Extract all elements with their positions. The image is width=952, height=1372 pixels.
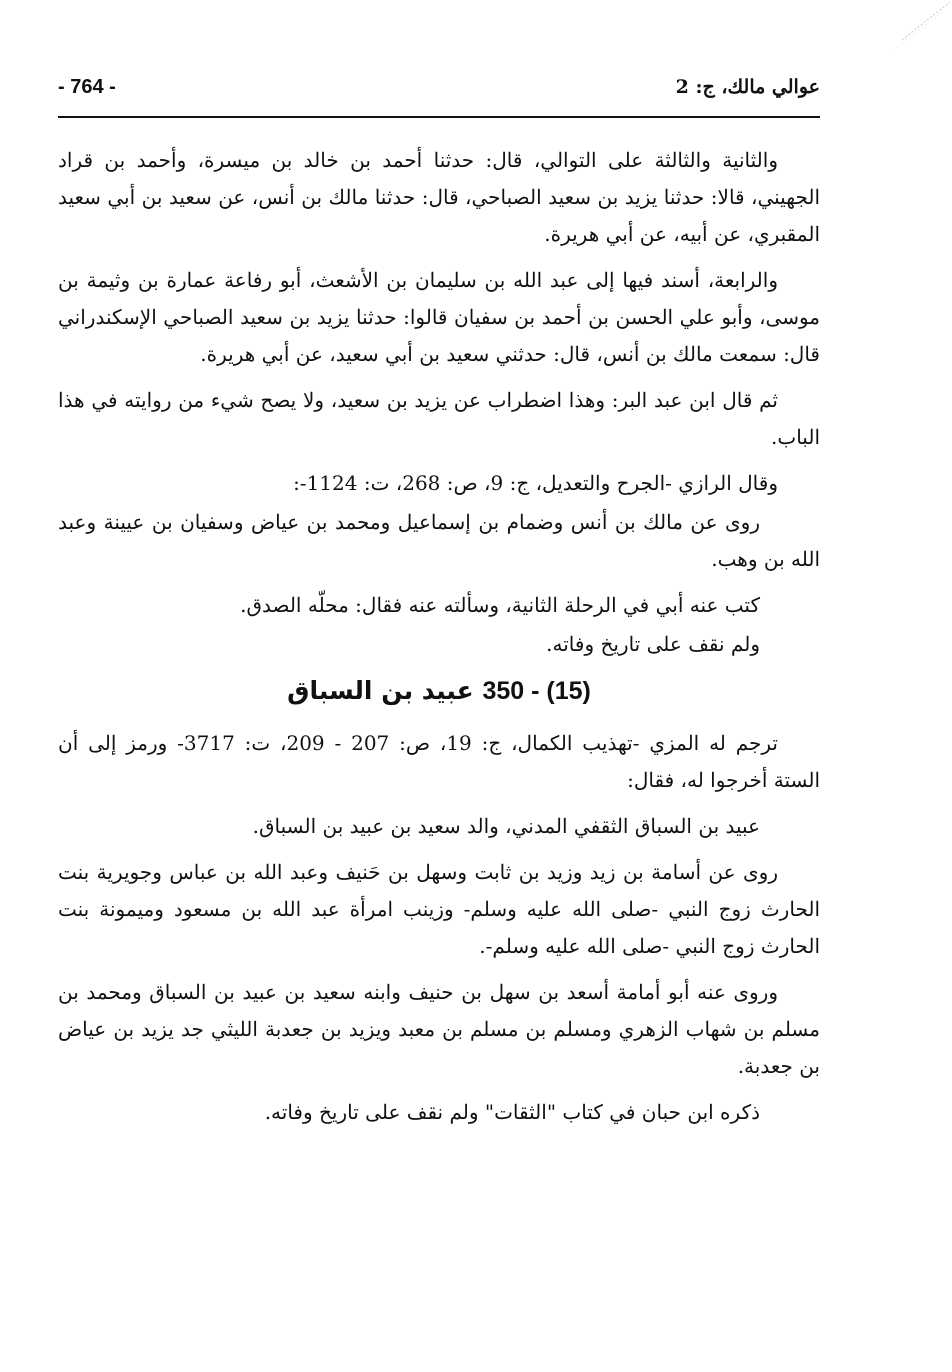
paragraph: والثانية والثالثة على التوالي، قال: حدثنا أحمد بن خالد بن ميسرة، وأحمد بن قراد الجهيني، قالا: حدثنا يزيد بن سعيد الصباحي، قال: حدثنا مالك بن أنس، عن سعيد بن أبي سعيد المقبري، عن أبيه، عن أبي هريرة. — [58, 148, 820, 246]
scan-corner-mark — [782, 0, 952, 60]
paragraph: وقال الرازي -الجرح والتعديل، ج: 9، ص: 268، ت: 1124-: — [293, 471, 778, 495]
paragraph: ترجم له المزي -تهذيب الكمال، ج: 19، ص: 207 - 209، ت: 3717- ورمز إلى أن الستة أخرجوا له، فقال: — [58, 731, 820, 792]
page-number: - 764 - — [58, 76, 116, 98]
paragraph: وروى عنه أبو أمامة أسعد بن سهل بن حنيف وابنه سعيد بن عبيد بن السباق ومحمد بن مسلم بن شهاب الزهري ومسلم بن مسلم بن معبد ويزيد بن جعدبة الليثي جد يزيد بن عياض بن جعدبة. — [58, 980, 820, 1078]
running-title: عوالي مالك، ج: 2 — [675, 76, 820, 98]
entry-name: عبيد بن السباق — [287, 676, 474, 705]
paragraph: ثم قال ابن عبد البر: وهذا اضطراب عن يزيد بن سعيد، ولا يصح شيء من روايته في هذا الباب. — [58, 388, 820, 449]
paragraph: ذكره ابن حبان في كتاب "الثقات" ولم نقف على تاريخ وفاته. — [264, 1100, 760, 1124]
entry-number: 350 - (15) — [482, 677, 591, 705]
paragraph: والرابعة، أسند فيها إلى عبد الله بن سليمان بن الأشعث، أبو رفاعة عمارة بن وثيمة بن موسى، وأبو علي الحسن بن أحمد بن سفيان قالوا: حدثنا يزيد بن سعيد الصباحي الإسكندراني قال: سمعت مالك بن أنس، قال: حدثني سعيد بن أبي سعيد، عن أبي هريرة. — [58, 268, 820, 366]
paragraph: روى عن مالك بن أنس وضمام بن إسماعيل ومحمد بن عياض وسفيان بن عيينة وعبد الله بن وهب. — [58, 510, 820, 571]
paragraph: كتب عنه أبي في الرحلة الثانية، وسألته عنه فقال: محلّه الصدق. — [240, 593, 760, 617]
paragraph: عبيد بن السباق الثقفي المدني، والد سعيد بن عبيد بن السباق. — [252, 814, 760, 838]
entry-heading — [58, 671, 820, 711]
header-rule — [58, 116, 820, 118]
page-header — [58, 72, 820, 108]
paragraph: ولم نقف على تاريخ وفاته. — [546, 632, 760, 656]
page-body — [58, 142, 820, 1140]
paragraph: روى عن أسامة بن زيد وزيد بن ثابت وسهل بن حَنيف وعبد الله بن عباس وجويرية بنت الحارث زوج النبي -صلى الله عليه وسلم- وزينب امرأة عبد الله بن مسعود وميمونة بنت الحارث زوج النبي -صلى الله عليه وسلم-. — [58, 860, 820, 958]
